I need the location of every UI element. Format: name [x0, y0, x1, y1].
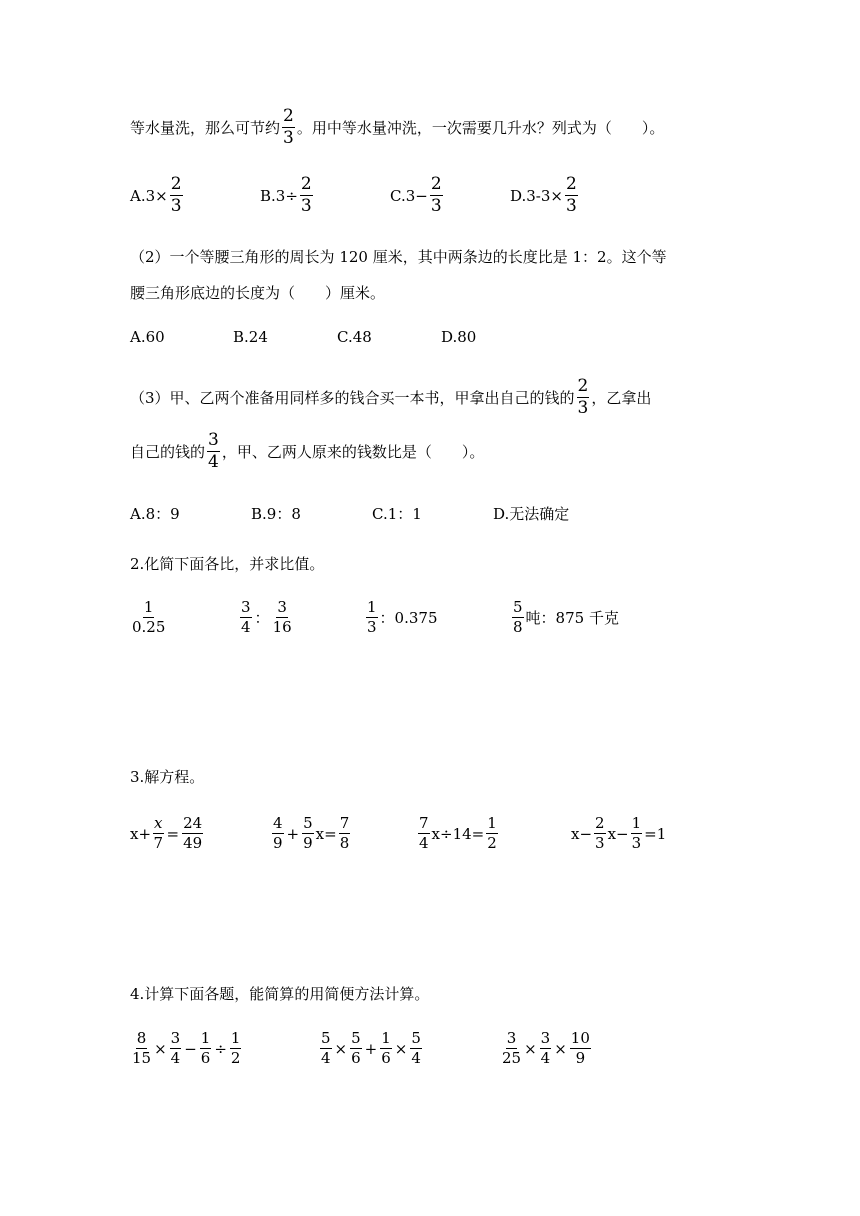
numerator: 2: [595, 814, 605, 832]
fraction: [282, 108, 295, 147]
denominator: 3: [565, 196, 577, 216]
option-label: D.3-3×: [510, 186, 563, 205]
numerator: 5: [351, 1029, 361, 1047]
denominator: 2: [487, 834, 497, 852]
fraction: [339, 816, 351, 851]
option-c: C.1：1: [372, 505, 422, 523]
numerator: 3: [540, 1029, 551, 1047]
equation-text: x÷14=: [431, 824, 485, 843]
q1-part3-text-pre: （3）甲、乙两个准备用同样多的钱合买一本书，甲拿出自己的钱的: [130, 389, 575, 407]
fraction: [182, 816, 203, 851]
equals-sign: =: [166, 824, 180, 843]
q1-part3-text-post: ，甲、乙两人原来的钱数比是（ ）。: [221, 443, 485, 461]
denominator: 3: [300, 196, 312, 216]
q1-part3-line2: [130, 432, 484, 471]
fraction: [350, 1031, 362, 1066]
numerator: 5: [411, 1029, 421, 1047]
option-b: B.24: [233, 328, 268, 346]
ratio-text: ：0.375: [379, 609, 438, 627]
fraction: [577, 378, 590, 417]
fraction: [418, 816, 430, 851]
fraction: [410, 1031, 422, 1066]
q1-part2-line2: 腰三角形底边的长度为（ ）厘米。: [130, 284, 386, 302]
numerator: 4: [273, 814, 283, 832]
denominator: 3: [283, 128, 294, 148]
fraction: [486, 816, 498, 851]
numerator: 1: [367, 598, 377, 616]
numerator: 2: [430, 174, 442, 194]
fraction: [273, 600, 292, 635]
q3-title: 3.解方程。: [130, 768, 205, 786]
equation-text: =1: [644, 824, 667, 843]
plus-sign: +: [286, 824, 300, 843]
denominator: 9: [273, 834, 283, 852]
times-sign: ×: [154, 1039, 167, 1058]
q1-part3-text-post: ，乙拿出: [591, 389, 652, 407]
numerator: 3: [241, 598, 251, 616]
denominator: 15: [132, 1049, 152, 1067]
q1-part3-text-pre: 自己的钱的: [130, 443, 206, 461]
fraction: [240, 600, 252, 635]
numerator: 3: [277, 598, 287, 616]
numerator: 2: [565, 174, 577, 194]
option-label: C.3−: [390, 186, 428, 205]
option-a: A.60: [130, 328, 165, 346]
fraction: [380, 1031, 392, 1066]
plus-sign: +: [364, 1039, 378, 1058]
denominator: 8: [513, 618, 523, 636]
denominator: 4: [321, 1049, 331, 1067]
ratio-text: 吨：875 千克: [525, 609, 619, 627]
q1-part3-line1: [130, 378, 651, 417]
numerator: 2: [577, 376, 589, 396]
times-sign: ×: [554, 1039, 567, 1058]
fraction: [631, 816, 643, 851]
q2-item-3: [364, 600, 438, 635]
denominator: 3: [577, 398, 589, 418]
fraction: [170, 1031, 182, 1066]
denominator: 3: [367, 618, 377, 636]
numerator: 5: [513, 598, 523, 616]
denominator: 4: [411, 1049, 421, 1067]
numerator: 3: [208, 430, 219, 450]
numerator: 2: [283, 106, 294, 126]
fraction: [300, 176, 313, 215]
numerator: 10: [570, 1029, 590, 1047]
q4-expression-2: [318, 1031, 424, 1066]
denominator: 3: [631, 834, 642, 852]
q4-title: 4.计算下面各题，能简算的用简便方法计算。: [130, 985, 430, 1003]
denominator: 4: [208, 452, 219, 472]
option-label: B.3÷: [260, 186, 298, 205]
denominator: 16: [272, 618, 292, 636]
q3-equation-3: [416, 816, 500, 851]
denominator: 4: [540, 1049, 551, 1067]
numerator: 8: [136, 1029, 147, 1047]
denominator: 6: [200, 1049, 211, 1067]
fraction: [366, 600, 378, 635]
equation-text: x−: [607, 824, 629, 843]
numerator: 1: [381, 1029, 391, 1047]
minus-sign: −: [184, 1039, 197, 1058]
equation-text: x+: [130, 824, 152, 843]
q2-item-2: [238, 600, 294, 635]
times-sign: ×: [334, 1039, 348, 1058]
option-d: D.无法确定: [493, 505, 570, 523]
numerator: 2: [170, 174, 182, 194]
times-sign: ×: [524, 1039, 537, 1058]
denominator: 6: [351, 1049, 361, 1067]
numerator: 5: [321, 1029, 331, 1047]
denominator: 4: [170, 1049, 181, 1067]
numerator: 1: [143, 598, 154, 616]
q1-part1-text-post: 。用中等水量冲洗，一次需要几升水？列式为（ ）。: [296, 119, 665, 137]
equation-text: x=: [315, 824, 337, 843]
q2-item-4: [510, 600, 619, 635]
numerator: 3: [170, 1029, 181, 1047]
numerator: 5: [303, 814, 313, 832]
fraction: [540, 1031, 552, 1066]
numerator: 1: [200, 1029, 211, 1047]
numerator: 24: [183, 814, 203, 832]
numerator: 2: [300, 174, 312, 194]
option-d: [510, 176, 580, 215]
option-label: A.3×: [130, 186, 168, 205]
fraction: [594, 816, 606, 851]
denominator: 6: [381, 1049, 391, 1067]
denominator: 3: [170, 196, 182, 216]
times-sign: ×: [394, 1039, 408, 1058]
fraction: [272, 816, 284, 851]
denominator: 3: [430, 196, 442, 216]
numerator: 7: [339, 814, 350, 832]
ratio-sign: ：: [254, 609, 270, 627]
denominator: 9: [575, 1049, 586, 1067]
equation-text: x−: [571, 824, 593, 843]
fraction: [565, 176, 578, 215]
numerator: 1: [230, 1029, 241, 1047]
divide-sign: ÷: [214, 1039, 227, 1058]
option-a: [130, 176, 185, 215]
q1-part1-text-pre: 等水量洗，那么可节约: [130, 119, 281, 137]
denominator: 4: [419, 834, 429, 852]
fraction: [207, 432, 220, 471]
q2-title: 2.化简下面各比，并求比值。: [130, 555, 325, 573]
q4-expression-3: [500, 1031, 593, 1066]
fraction: [200, 1031, 212, 1066]
denominator: 8: [339, 834, 350, 852]
option-c: C.48: [337, 328, 372, 346]
option-c: [390, 176, 445, 215]
fraction: [570, 1031, 591, 1066]
denominator: 0.25: [132, 618, 166, 636]
fraction: [320, 1031, 332, 1066]
denominator: 4: [241, 618, 251, 636]
option-d: D.80: [441, 328, 477, 346]
numerator: x: [154, 814, 163, 832]
fraction: [230, 1031, 242, 1066]
fraction: [512, 600, 524, 635]
fraction: [153, 816, 163, 851]
q3-equation-4: [571, 816, 666, 851]
fraction: [302, 816, 314, 851]
numerator: 7: [419, 814, 429, 832]
option-b: B.9：8: [251, 505, 301, 523]
fraction: [132, 1031, 151, 1066]
q1-part1-line1: [130, 108, 664, 147]
numerator: 1: [487, 814, 497, 832]
fraction: [132, 600, 165, 635]
option-a: A.8：9: [130, 505, 180, 523]
denominator: 25: [502, 1049, 522, 1067]
option-b: [260, 176, 315, 215]
numerator: 3: [506, 1029, 517, 1047]
q4-expression-1: [130, 1031, 243, 1066]
fraction: [502, 1031, 521, 1066]
denominator: 49: [183, 834, 203, 852]
numerator: 1: [631, 814, 642, 832]
q2-item-1: [130, 600, 167, 635]
denominator: 7: [153, 834, 164, 852]
q1-part2-line1: （2）一个等腰三角形的周长为 120 厘米，其中两条边的长度比是 1：2。这个等: [130, 248, 667, 266]
denominator: 9: [303, 834, 313, 852]
q3-equation-1: [130, 816, 205, 851]
q3-equation-2: [270, 816, 352, 851]
fraction: [170, 176, 183, 215]
denominator: 2: [230, 1049, 241, 1067]
denominator: 3: [595, 834, 605, 852]
fraction: [430, 176, 443, 215]
